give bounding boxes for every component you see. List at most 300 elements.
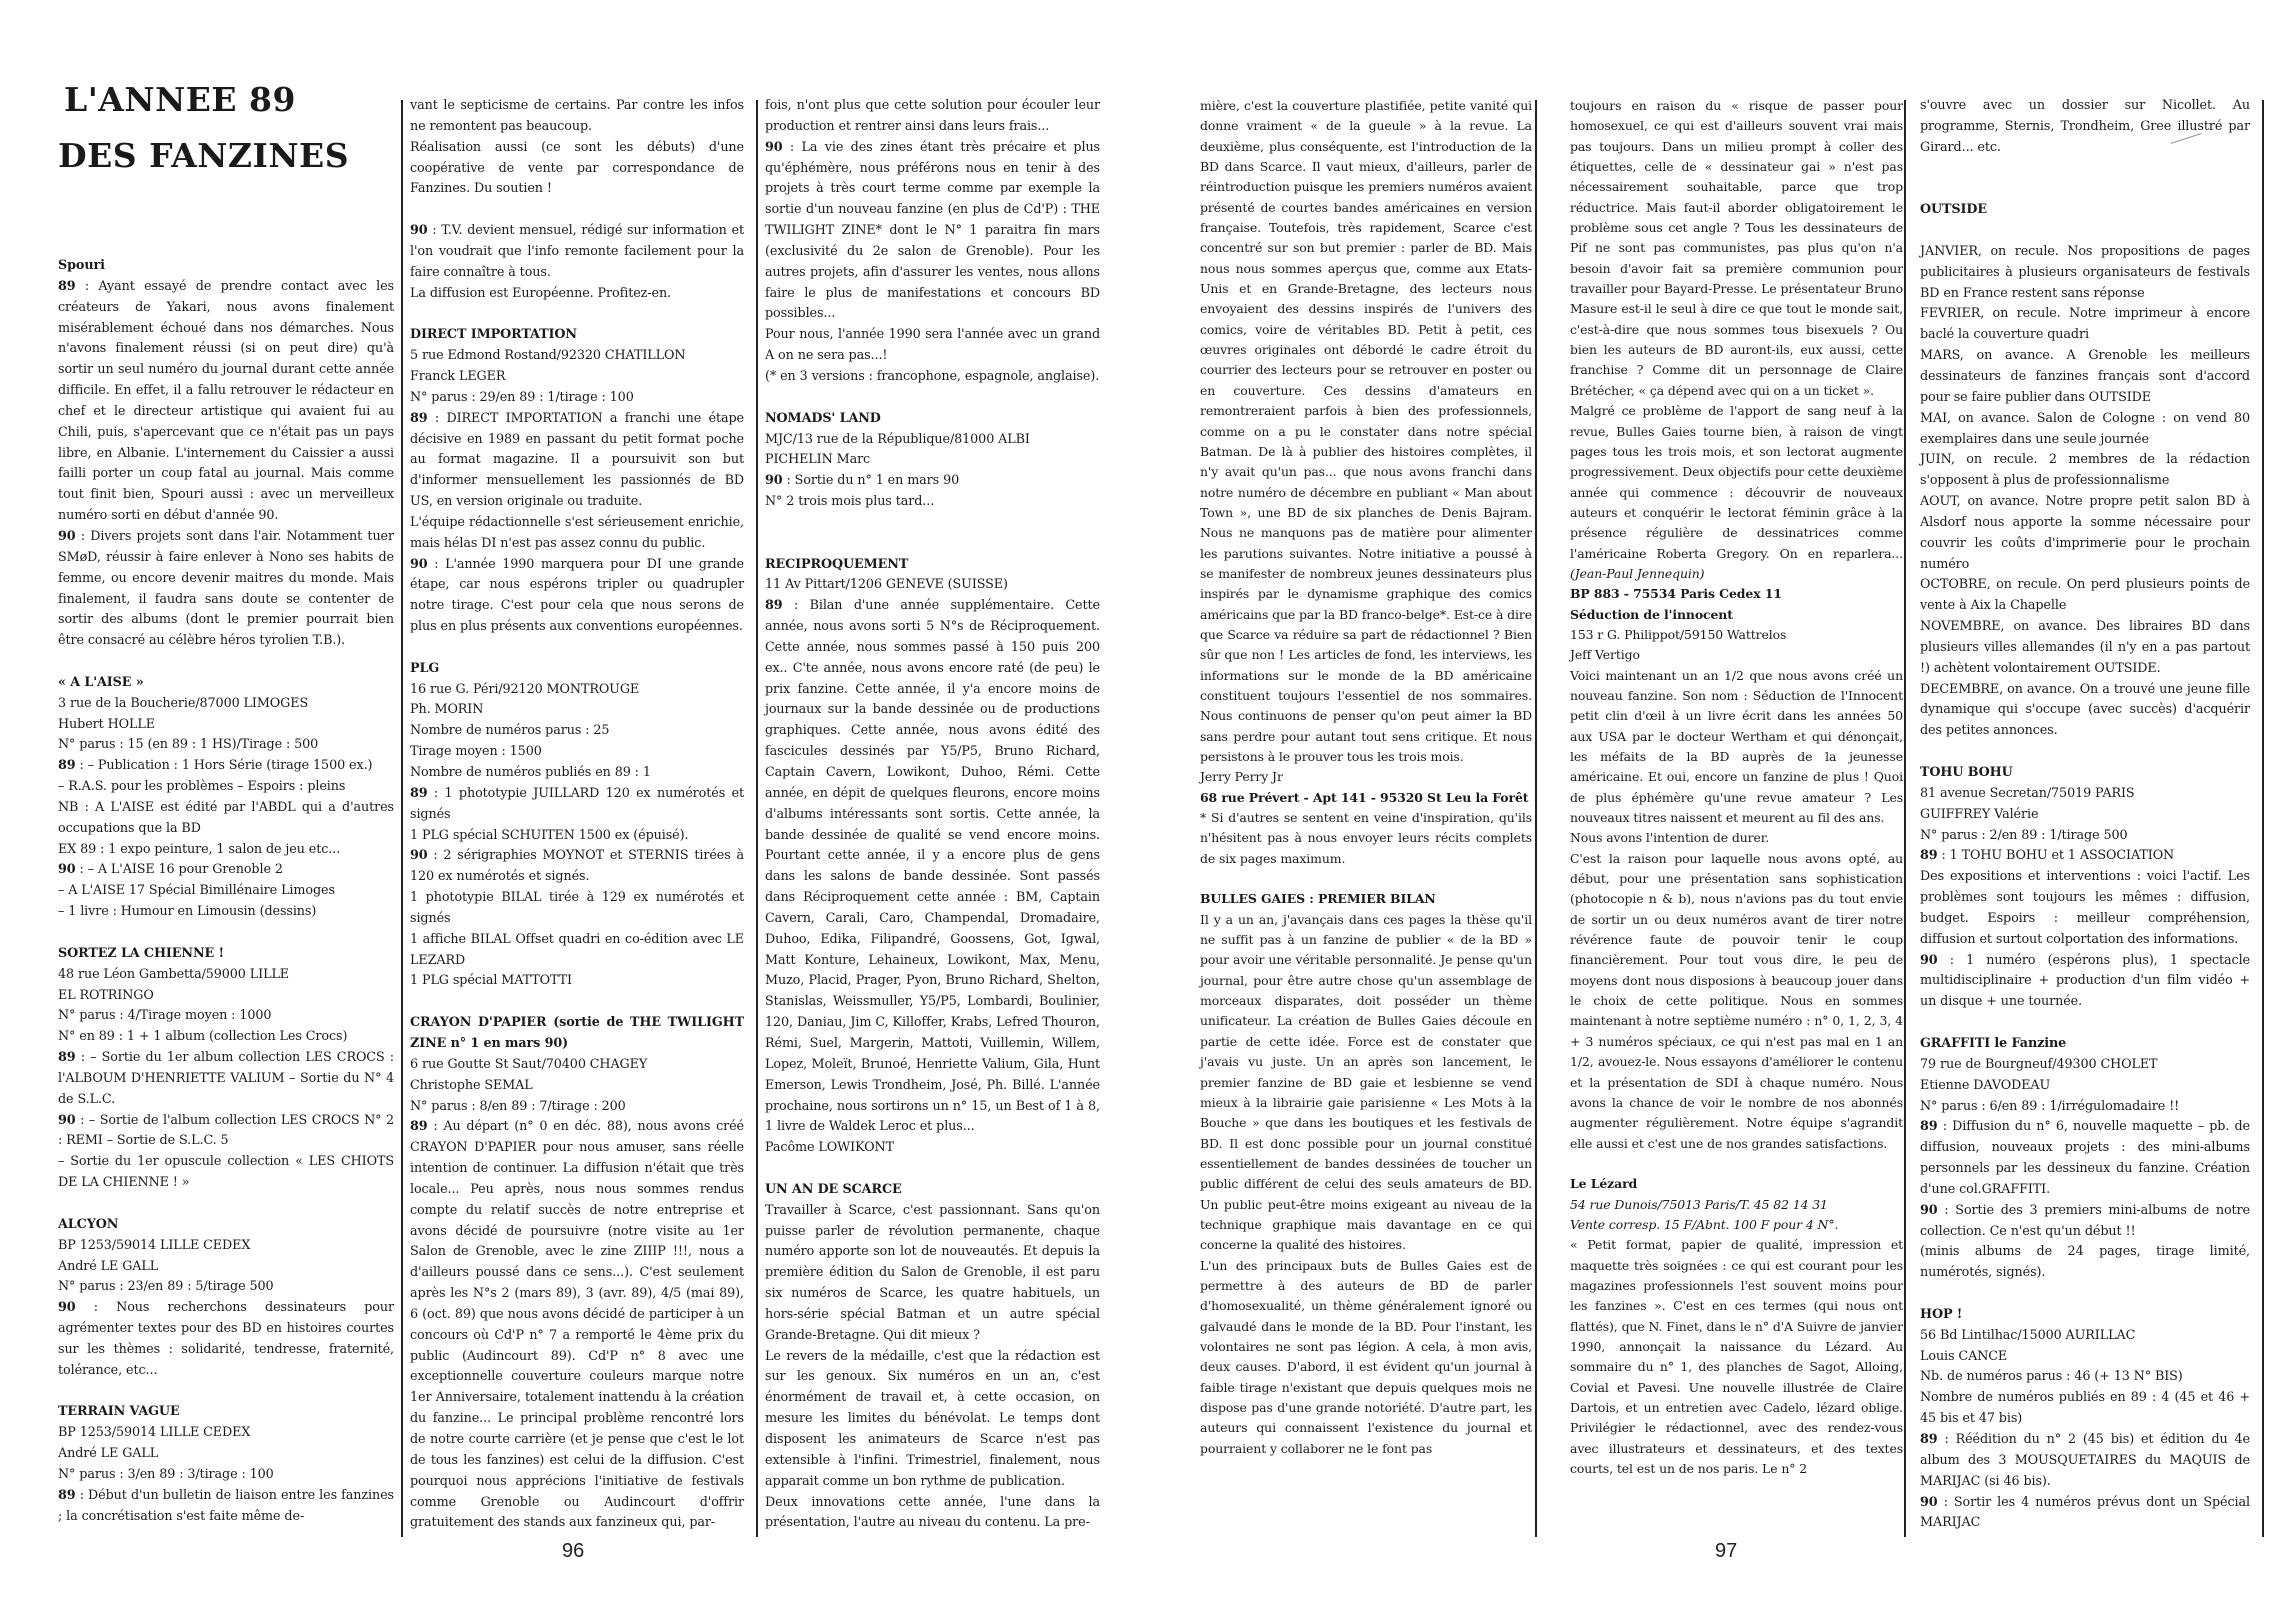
- year-label: 89: [1920, 848, 1938, 864]
- paragraph: [1920, 409, 2250, 451]
- fanzine-heading: SORTEZ LA CHIENNE !: [58, 945, 224, 961]
- paragraph: [1920, 1388, 2250, 1430]
- paragraph-text: NOVEMBRE, on avance. Des libraires BD dans plusieurs villes allemandes (il n'y en a pas partout !) achètent volontairement OUTSIDE.: [1920, 619, 2250, 676]
- fanzine-heading: CRAYON D'PAPIER (sortie de THE TWILIGHT ZINE n° 1 en mars 90): [410, 1015, 744, 1051]
- paragraph-spacer: [58, 923, 394, 944]
- paragraph: [1200, 96, 1532, 767]
- paragraph-text: « Petit format, papier de qualité, impression et maquette très soignées : ce qui est courant pour les magazines professionnels l'est souvent moins pour les fanzines ». C'est en ces termes (qui nous ont flattés), que N. Finet, dans le n° d'A Suivre de janvier 1990, annonçait la naissance du Lézard. Au sommaire du n° 1, des planches de Sagot, Alloing, Covial et Pavesi. Une nouvelle illustrée de Claire Dartois, et un entretien avec Cadelo, lézard oblige. Privilégier le rédactionnel, avec des rendez-vous avec illustrateurs et dessinateurs, et des textes courts, tel est un de nos paris. Le n° 2: [1570, 1237, 1903, 1477]
- paragraph-text: André LE GALL: [58, 1258, 159, 1274]
- paragraph-text: Ph. MORIN: [410, 702, 484, 718]
- paragraph-spacer: [58, 1382, 394, 1403]
- paragraph: [410, 96, 744, 138]
- paragraph-text: 79 rue de Bourgneuf/49300 CHOLET: [1920, 1056, 2158, 1072]
- paragraph-text: mière, c'est la couverture plastifiée, petite vanité qui donne vraiment « de la gueule » à la revue. La deuxième, plus conséquente, est l'introduction de la BD dans Scarce. Il vaut mieux, d'ailleurs, parler de réintroduction puisque les premiers numéros avaient présenté de courtes bandes américaines en version française. Toutefois, très rapidement, Scarce c'est concentré sur son but premier : parler de BD. Mais nous nous sommes aperçus que, comme aux Etats-Unis et en Grande-Bretagne, des lecteurs nous envoyaient des dessins inspirés de l'univers des comics, voire de véritables BD. Petit à petit, ces œuvres originales ont débordé le cadre étroit du courrier des lecteurs pour se retrouver en poster ou en couverture. Ces dessins d'amateurs en remontreraient parfois à bien des professionnels, comme on a pu le constater dans notre spécial Batman. De là à publier des histoires complètes, il n'y avait qu'un pas... que nous avons franchi dans notre numéro de décembre en publiant « Man about Town », une BD de six planches de Denis Bajram. Nous ne manquons pas de matière pour alimenter les parutions suivantes. Notre initiative a poussé à se manifester de nombreux jeunes dessinateurs plus inspirés par le dynamisme graphique des comics américains que par la BD franco-belge*. Est-ce à dire que Scarce va réduire sa part de rédactionnel ? Bien sûr que non ! Les articles de fond, les interviews, les informations sur le monde de la BD américaine constituent toujours l'essentiel de nos sommaires. Nous continuons de penser qu'on peut aimer la BD sans perdre pour autant tout sens critique. Et nous persistons à le prouver tous les trois mois.: [1200, 98, 1532, 764]
- paragraph-text: BP 1253/59014 LILLE CEDEX: [58, 1237, 251, 1253]
- year-label: 89: [410, 785, 428, 801]
- paragraph: [58, 965, 394, 986]
- paragraph: [765, 367, 1100, 388]
- paragraph: [58, 798, 394, 840]
- year-label: 90: [765, 473, 783, 489]
- paragraph-text: 16 rue G. Péri/92120 MONTROUGE: [410, 681, 640, 697]
- year-label: 90: [58, 862, 76, 878]
- paragraph-spacer: [58, 1194, 394, 1215]
- paragraph-text: 3 rue de la Boucherie/87000 LIMOGES: [58, 695, 309, 711]
- column-5: [1570, 96, 1903, 1479]
- paragraph-text: C'est la raison pour laquelle nous avons opté, au début, pour une présentation sans sophistication (photocopie n & b), nous n'avions pas du tout envie de sortir un ou deux numéros avant de tirer notre révérence faute de pouvoir tenir le coup financièrement. Pour tout vous dire, le peu de moyens dont nous disposions à beaucoup jouer dans le choix de cette politique. Nous en sommes maintenant à notre septième numéro : n° 0, 1, 2, 3, 4 + 3 numéros spéciaux, ce qui n'est pas mal en 1 an 1/2, avouez-le. Nous essayons d'améliorer le contenu et la présentation de SDI à chaque numéro. Nous avons la chance de voir le nombre de nos abonnés augmenter régulièrement. Notre équipe s'agrandit elle aussi et c'est une de nos grandes satisfactions.: [1570, 850, 1903, 1151]
- fanzine-heading: GRAFFITI le Fanzine: [1920, 1035, 2067, 1051]
- paragraph-spacer: [1920, 221, 2250, 242]
- paragraph: [1920, 575, 2250, 617]
- paragraph: [410, 221, 744, 284]
- paragraph: [58, 902, 394, 923]
- paragraph-text: 1 phototypie BILAL tirée à 129 ex numérotés et signés: [410, 890, 744, 926]
- paragraph: [1920, 492, 2250, 575]
- fanzine-heading: RECIPROQUEMENT: [765, 556, 909, 572]
- year-label: 90: [58, 528, 76, 544]
- paragraph: [410, 763, 744, 784]
- paragraph-text: Christophe SEMAL: [410, 1077, 533, 1093]
- paragraph-text: Franck LEGER: [410, 368, 506, 384]
- paragraph: [1200, 788, 1532, 808]
- paragraph-text: N° 2 trois mois plus tard...: [765, 494, 935, 510]
- paragraph-text: DECEMBRE, on avance. On a trouvé une jeune fille dynamique qui s'occupe (avec succès) d'acquérir des petites annonces.: [1920, 681, 2250, 739]
- paragraph: [765, 430, 1100, 451]
- paragraph: [765, 325, 1100, 367]
- page-97: [1130, 0, 2273, 1600]
- paragraph: [410, 784, 744, 826]
- paragraph-text: Nous avons l'intention de durer.: [1570, 830, 1770, 846]
- year-label: 89: [58, 758, 76, 774]
- paragraph-text: : Ayant essayé de prendre contact avec les créateurs de Yakari, nous avons finalement misérablement échoué dans nos démarches. Nous n'avons finalement réussi (si on peut dire) qu'à sortir un seul numéro du journal durant cette année difficile. En effet, il a fallu retrouver le rédacteur en chef et le directeur artistique qui avaient fui au Chili, puis, s'apercevant que ce n'était pas un pays libre, en Albanie. L'internement du Caissier a aussi failli porter un coup fatal au journal. Mais comme tout finit bien, Spouri aussi : avec un merveilleux numéro sorti en début d'année 90.: [58, 278, 394, 524]
- paragraph: [765, 1138, 1100, 1159]
- paragraph: [1570, 584, 1903, 604]
- paragraph: [765, 1347, 1100, 1493]
- column-rule: [2262, 100, 2264, 1537]
- paragraph-text: 48 rue Léon Gambetta/59000 LILLE: [58, 966, 290, 982]
- paragraph: [58, 1465, 394, 1486]
- fanzine-heading: PLG: [410, 660, 440, 676]
- paragraph-text: L'un des principaux buts de Bulles Gaies est de permettre à des auteurs de BD de parler d'homosexualité, un thème généralement ignoré ou galvaudé dans le monde de la BD. Pour l'instant, les volontaires ne sont pas légion. A cela, à mon avis, deux causes. D'abord, il est évident qu'un journal à faible tirage n'existant que depuis quelques mois ne dispose pas d'une grande notoriété. D'autre part, les auteurs qui connaissent l'existence du journal et pourraient y collaborer ne le font pas: [1200, 1257, 1532, 1456]
- paragraph-text: N° parus : 4/Tirage moyen : 1000: [58, 1008, 272, 1024]
- paragraph-text: André LE GALL: [58, 1446, 159, 1462]
- paragraph-text: Nombre de numéros publiés en 89 : 4 (45 et 46 + 45 bis et 47 bis): [1920, 1390, 2250, 1427]
- paragraph: [1200, 1256, 1532, 1459]
- paragraph: [410, 680, 744, 701]
- paragraph-text: Malgré ce problème de l'apport de sang neuf à la revue, Bulles Gaies tourne bien, à raison de vingt pages tous les trois mois, et son lectorat augmente progressivement. Deux objectifs pour cette deuxième année qui commence : découvrir de nouveaux auteurs et conquérir le lectorat féminin grâce à la présence régulière de dessinatrices comme l'américaine Roberta Gregory. On en reparlera...: [1570, 403, 1903, 561]
- paragraph: [1920, 1201, 2250, 1243]
- paragraph-text: : L'année 1990 marquera pour DI une grande étape, car nous espérons tripler ou quadrupler notre tirage. C'est pour cela que nous serons de plus en plus présents aux conventions européennes.: [410, 556, 744, 635]
- column-rule: [1904, 100, 1906, 1537]
- paragraph-text: Nombre de numéros publiés en 89 : 1: [410, 765, 651, 780]
- paragraph: [58, 527, 394, 652]
- paragraph: [410, 971, 744, 992]
- paragraph: [58, 986, 394, 1007]
- paragraph: [765, 471, 1100, 492]
- paragraph-text: Jeff Vertigo: [1570, 647, 1640, 663]
- fanzine-heading: DIRECT IMPORTATION: [410, 327, 577, 343]
- paragraph: [410, 1055, 744, 1076]
- fanzine-heading: ALCYON: [58, 1216, 119, 1232]
- paragraph-text: 68 rue Prévert - Apt 141 - 95320 St Leu la Forêt: [1200, 789, 1529, 805]
- paragraph-text: Etienne DAVODEAU: [1920, 1077, 2051, 1093]
- paragraph: [1920, 242, 2250, 305]
- paragraph: [1920, 1347, 2250, 1368]
- paragraph: [58, 777, 394, 798]
- paragraph: [1200, 808, 1532, 869]
- paragraph: [765, 1201, 1100, 1347]
- paragraph: [1920, 617, 2250, 680]
- paragraph: [1920, 1430, 2250, 1493]
- paragraph-text: N° parus : 29/en 89 : 1/tirage : 100: [410, 389, 634, 405]
- paragraph-text: Pacôme LOWIKONT: [765, 1140, 894, 1156]
- paragraph-text: : 1 numéro (espérons plus), 1 spectacle multidisciplinaire + production d'un film vidéo + un disque + une tournée.: [1920, 952, 2250, 1010]
- year-label: 90: [58, 1300, 76, 1316]
- paragraph-text: : Nous recherchons dessinateurs pour agrémenter textes pour des BD en histoires courtes sur les thèmes : solidarité, tendresse, fraternité, tolérance, etc...: [58, 1300, 394, 1378]
- paragraph: [765, 492, 1100, 513]
- paragraph: [410, 409, 744, 513]
- paragraph: [1920, 346, 2250, 409]
- paragraph: [410, 1117, 744, 1534]
- paragraph-text: 81 avenue Secretan/75019 PARIS: [1920, 785, 2135, 801]
- paragraph: [765, 1493, 1100, 1535]
- paragraph-text: : 2 sérigraphies MOYNOT et STERNIS tirées à 120 ex numérotés et signés.: [410, 848, 744, 885]
- paragraph: [58, 1277, 394, 1298]
- year-label: 89: [1920, 1119, 1938, 1135]
- paragraph-text: FEVRIER, on recule. Notre imprimeur à encore baclé la couverture quadri: [1920, 306, 2250, 343]
- paragraph: [1920, 846, 2250, 867]
- column-6: [1920, 96, 2250, 1534]
- paragraph-text: EL ROTRINGO: [58, 987, 154, 1003]
- paragraph: [58, 881, 394, 902]
- paragraph-text: : – Publication : 1 Hors Série (tirage 1500 ex.): [75, 758, 373, 774]
- paragraph-text: 153 r G. Philippot/59150 Wattrelos: [1570, 626, 1787, 642]
- paragraph-text: Il y a un an, j'avançais dans ces pages la thèse qu'il ne suffit pas à un fanzine de publier « de la BD » pour avoir une véritable personnalité. Je pense qu'un journal, pour être autre chose qu'un assemblage de morceaux disparates, doit posséder un thème unificateur. La création de Bulles Gaies découle en partie de cette idée. Force est de constater que j'avais vu juste. Un an après son lancement, le premier fanzine de BD gaie et lesbienne se vend mieux à la librairie gaie parisienne « Les Mots à la Bouche » que dans les boutiques et les festivals de BD. Il est donc possible pour un journal constitué essentiellement de bandes dessinées de toucher un public différent de celui des seuls amateurs de BD. Un public peut-être moins exigeant au niveau de la technique graphique mais davantage en ce qui concerne la qualité des histoires.: [1200, 911, 1532, 1253]
- paragraph-text: Jerry Perry Jr: [1200, 769, 1283, 785]
- paragraph-text: PICHELIN Marc: [765, 452, 871, 468]
- paragraph-text: – 1 livre : Humour en Limousin (dessins): [58, 904, 317, 920]
- paragraph-text: Tirage moyen : 1500: [410, 744, 542, 760]
- paragraph-text: Nb. de numéros parus : 46 (+ 13 N° BIS): [1920, 1369, 2183, 1385]
- paragraph: [1920, 1097, 2250, 1118]
- paragraph: [1920, 450, 2250, 492]
- fanzine-heading: Spouri: [58, 258, 105, 273]
- year-label: 90: [1920, 1494, 1938, 1510]
- fanzine-heading: TERRAIN VAGUE: [58, 1404, 180, 1420]
- paragraph: [1920, 826, 2250, 847]
- paragraph: [1570, 645, 1903, 665]
- paragraph-text: : Début d'un bulletin de liaison entre les fanzines ; la concrétisation s'est faite même de-: [58, 1487, 394, 1524]
- paragraph-text: N° en 89 : 1 + 1 album (collection Les Crocs): [58, 1029, 348, 1045]
- paragraph-text: 11 Av Pittart/1206 GENEVE (SUISSE): [765, 577, 1008, 593]
- column-rule: [756, 100, 758, 1537]
- paragraph-text: Louis CANCE: [1920, 1348, 2008, 1364]
- paragraph-spacer: [1920, 159, 2250, 201]
- paragraph-text: : 1 TOHU BOHU et 1 ASSOCIATION: [1937, 848, 2175, 864]
- paragraph: [765, 450, 1100, 471]
- paragraph: [410, 742, 744, 763]
- paragraph-text: fois, n'ont plus que cette solution pour écouler leur production et rentrer ainsi dans leurs frais...: [765, 98, 1100, 134]
- paragraph-text: La diffusion est Européenne. Profitez-en.: [410, 285, 672, 301]
- paragraph: [1920, 1076, 2250, 1097]
- paragraph: [58, 756, 394, 777]
- fanzine-heading: BULLES GAIES : PREMIER BILAN: [1200, 891, 1436, 907]
- fanzine-heading: OUTSIDE: [1920, 202, 1987, 218]
- paragraph: [765, 138, 1100, 326]
- paragraph: [1570, 1195, 1903, 1215]
- paragraph-text: GUIFFREY Valérie: [1920, 806, 2039, 822]
- paragraph: [1920, 1493, 2250, 1535]
- paragraph: [410, 513, 744, 555]
- paragraph-text: N° parus : 2/en 89 : 1/tirage 500: [1920, 827, 2128, 843]
- paragraph-text: * Si d'autres se sentent en veine d'inspiration, qu'ils n'hésitent pas à nous envoyer leurs récits complets de six pages maximum.: [1200, 810, 1532, 866]
- paragraph: [58, 1111, 394, 1153]
- paragraph-text: MARS, on avance. A Grenoble les meilleurs dessinateurs de fanzines français sont d'accord pour se faire publier dans OUTSIDE: [1920, 348, 2250, 405]
- paragraph-spacer: [1200, 869, 1532, 889]
- paragraph: [58, 1048, 394, 1111]
- paragraph-text: NB : A L'AISE est édité par l'ABDL qui a d'autres occupations que la BD: [58, 799, 394, 836]
- paragraph-text: – A L'AISE 17 Spécial Bimillénaire Limoges: [58, 883, 335, 899]
- paragraph: [410, 888, 744, 930]
- fanzine-heading: TOHU BOHU: [1920, 765, 2013, 780]
- fanzine-heading: UN AN DE SCARCE: [765, 1181, 902, 1197]
- paragraph: [1920, 304, 2250, 346]
- paragraph-spacer: [410, 304, 744, 325]
- paragraph-spacer: [410, 992, 744, 1013]
- paragraph-text: 1 affiche BILAL Offset quadri en co-édition avec LE LEZARD: [410, 931, 744, 968]
- paragraph-spacer: [765, 388, 1100, 409]
- title-line-1: L'ANNEE 89: [64, 80, 296, 119]
- paragraph-text: toujours en raison du « risque de passer pour homosexuel, ce qui est d'ailleurs souvent vrai mais pas toujours. Dans un milieu prompt à coller des étiquettes, celle de « dessinateur gai » n'est pas nécessairement souhaitable, parce que trop réductrice. Mais faut-il aborder obligatoirement le problème sous cet angle ? Tous les dessinateurs de Pif ne sont pas communistes, pas plus qu'on n'a besoin d'avoir fait sa première communion pour travailler pour Bayard-Presse. Le présentateur Bruno Masure est-il le seul à dire ce que tout le monde sait, c'est-à-dire que nous sommes tous bisexuels ? Ou bien les auteurs de BD auront-ils, eux aussi, cette franchise ? Comme dit un personnage de Claire Brétécher, « ça dépend avec qui on a un ticket ».: [1570, 98, 1903, 398]
- paragraph-text: s'ouvre avec un dossier sur Nicollet. Au programme, Sternis, Trondheim, Gree illustré par Girard... etc.: [1920, 98, 2250, 155]
- paragraph: [58, 1152, 394, 1194]
- paragraph-text: : Réédition du n° 2 (45 bis) et édition du 4e album des 3 MOUSQUETAIRES du MAQUIS de MARIJAC (si 46 bis).: [1920, 1432, 2250, 1489]
- paragraph-text: Nombre de numéros parus : 25: [410, 723, 610, 739]
- paragraph: [1920, 680, 2250, 743]
- page-number-left: 96: [562, 1540, 585, 1562]
- year-label: 90: [410, 223, 428, 239]
- paragraph-text: Vente corresp. 15 F/Abnt. 100 F pour 4 N°.: [1570, 1216, 1839, 1232]
- year-label: 90: [58, 1112, 76, 1128]
- paragraph: [410, 346, 744, 367]
- fanzine-heading: NOMADS' LAND: [765, 410, 881, 426]
- fanzine-heading: Séduction de l'innocent: [1570, 606, 1733, 622]
- paragraph: [410, 700, 744, 721]
- paragraph: [410, 555, 744, 638]
- paragraph-text: vant le septicisme de certains. Par contre les infos ne remontent pas beaucoup.: [410, 98, 744, 134]
- paragraph: [58, 1423, 394, 1444]
- paragraph-text: : Divers projets sont dans l'air. Notamment tuer SMøD, réussir à faire enlever à Nono ses habits de femme, ou encore devenir maitres du monde. Mais finalement, il faudra sans doute se contenter de sortir des albums (dont le premier pourrait bien être consacré au célèbre héros tyrolien T.B.).: [58, 528, 394, 649]
- column-3: [765, 96, 1100, 1534]
- article-title: [58, 72, 394, 184]
- paragraph-text: : – Sortie du 1er album collection LES CROCS : l'ALBOUM D'HENRIETTE VALIUM – Sortie du N° 4 de S.L.C.: [58, 1050, 394, 1107]
- paragraph-spacer: [1570, 1154, 1903, 1174]
- paragraph-text: Voici maintenant un an 1/2 que nous avons créé un nouveau fanzine. Son nom : Séduction de l'Innocent petit clin d'œil à un livre écrit dans les années 50 aux USA par le docteur Wertham et qui dénonçait, les méfaits de la BD auprès de la jeunesse américaine. Et oui, encore un fanzine de plus ! Quoi de plus éphémère qu'une revue amateur ? Les nouveaux titres naissent et meurent au fil des ans.: [1570, 667, 1903, 826]
- paragraph-text: 6 rue Goutte St Saut/70400 CHAGEY: [410, 1056, 648, 1072]
- paragraph: [58, 840, 394, 861]
- paragraph: [58, 860, 394, 881]
- paragraph-text: – R.A.S. pour les problèmes – Espoirs : pleins: [58, 779, 346, 795]
- paragraph: [1570, 625, 1903, 645]
- paragraph-text: BP 883 - 75534 Paris Cedex 11: [1570, 586, 1782, 602]
- paragraph-text: N° parus : 23/en 89 : 5/tirage 500: [58, 1279, 274, 1295]
- paragraph-text: OCTOBRE, on recule. On perd plusieurs points de vente à Aix la Chapelle: [1920, 577, 2250, 614]
- paragraph: [410, 388, 744, 409]
- year-label: 90: [1920, 952, 1938, 968]
- paragraph-text: : Sortie des 3 premiers mini-albums de notre collection. Ce n'est qu'un début !!: [1920, 1202, 2250, 1239]
- paragraph-spacer: [410, 200, 744, 221]
- paragraph-spacer: [58, 652, 394, 673]
- year-label: 89: [58, 278, 76, 294]
- paragraph: [1570, 828, 1903, 848]
- paragraph: [1570, 1235, 1903, 1479]
- paragraph: [1570, 666, 1903, 829]
- paragraph: [58, 277, 394, 527]
- paragraph-text: N° parus : 3/en 89 : 3/tirage : 100: [58, 1466, 274, 1482]
- paragraph-text: : T.V. devient mensuel, rédigé sur information et l'on voudrait que l'info remonte facilement pour la faire connaître à tous.: [410, 223, 744, 280]
- paragraph: [1920, 96, 2250, 159]
- paragraph: [58, 1006, 394, 1027]
- paragraph: [410, 284, 744, 305]
- year-label: 90: [410, 556, 428, 572]
- paragraph-text: Travailler à Scarce, c'est passionnant. Sans qu'on puisse parler de révolution permanente, chaque numéro apporte son lot de nouveautés. Et depuis la première édition du Salon de Grenoble, il est paru six numéros de Scarce, les quatre habituels, un hors-série spécial Batman et un autre spécial Grande-Bretagne. Qui dit mieux ?: [765, 1202, 1100, 1343]
- paragraph-text: (minis albums de 24 pages, tirage limité, numérotés, signés).: [1920, 1244, 2250, 1281]
- column-rule: [401, 100, 403, 1537]
- paragraph-spacer: [410, 638, 744, 659]
- paragraph-text: N° parus : 15 (en 89 : 1 HS)/Tirage : 500: [58, 737, 319, 753]
- fanzine-heading: HOP !: [1920, 1306, 1963, 1322]
- paragraph-text: : 1 phototypie JUILLARD 120 ex numérotés et signés: [410, 785, 744, 822]
- paragraph-text: Réalisation aussi (ce sont les débuts) d'une coopérative de vente par correspondance de Fanzines. Du soutien !: [410, 139, 744, 197]
- paragraph-text: N° parus : 6/en 89 : 1/irrégulomadaire !!: [1920, 1098, 2180, 1114]
- paragraph: [1920, 867, 2250, 950]
- paragraph: [58, 715, 394, 736]
- paragraph-text: : Sortir les 4 numéros prévus dont un Spécial MARIJAC: [1920, 1494, 2250, 1531]
- paragraph: [410, 846, 744, 888]
- paragraph-text: : Au départ (n° 0 en déc. 88), nous avons créé CRAYON D'PAPIER pour nous amuser, sans réelle intention de continuer. La diffusion n'était que très locale... Peu après, nous nous sommes rendus compte du relatif succès de notre entreprise et avons décidé de poursuivre (notre visite au 1er Salon de Grenoble, avec le zine ZIIIP !!!, nous a d'ailleurs poussé dans ce sens...). C'est seulement après les N°s 2 (mars 89), 3 (avr. 89), 4/5 (mai 89), 6 (oct. 89) que nous avons décidé de participer à un concours où Cd'P n° 7 a remporté le 4ème prix du public (Audincourt 89). Cd'P n° 8 avec une exceptionnelle couverture couleurs marque notre 1er Anniversaire, totalement inattendu à la création du fanzine... Le principal problème rencontré lors de notre courte carrière (et je pense que c'est le lot de tous les fanzines) est celui de la diffusion. C'est pourquoi nous apprécions l'initiative de festivals comme Grenoble ou Audincourt d'offrir gratuitement des stands aux fanzineux qui, par-: [410, 1119, 744, 1531]
- paragraph-text: JUIN, on recule. 2 membres de la rédaction s'opposent à plus de professionnalisme: [1920, 452, 2250, 489]
- paragraph: [1920, 951, 2250, 1014]
- year-label: 89: [410, 410, 428, 426]
- paragraph-text: AOUT, on avance. Notre propre petit salon BD à Alsdorf nous apporte la somme nécessaire pour couvrir les coûts d'imprimerie pour le prochain numéro: [1920, 494, 2250, 572]
- paragraph: [1200, 910, 1532, 1256]
- paragraph: [410, 721, 744, 742]
- paragraph-text: MAI, on avance. Salon de Cologne : on vend 80 exemplaires dans une seule journée: [1920, 410, 2250, 447]
- paragraph-text: JANVIER, on recule. Nos propositions de pages publicitaires à plusieurs organisateurs de festivals BD en France restent sans réponse: [1920, 243, 2250, 301]
- column-2: [410, 96, 744, 1534]
- paragraph-text: 1 PLG spécial MATTOTTI: [410, 973, 572, 989]
- paragraph-spacer: [765, 1159, 1100, 1180]
- paragraph-spacer: [1920, 1284, 2250, 1305]
- paragraph-text: N° parus : 8/en 89 : 7/tirage : 200: [410, 1098, 626, 1114]
- paragraph-text: : – Sortie de l'album collection LES CROCS N° 2 : REMI – Sortie de S.L.C. 5: [58, 1112, 394, 1149]
- paragraph: [58, 1236, 394, 1257]
- paragraph-text: MJC/13 rue de la République/81000 ALBI: [765, 431, 1030, 447]
- paragraph-text: – Sortie du 1er opuscule collection « LES CHIOTS DE LA CHIENNE ! »: [58, 1154, 394, 1191]
- paragraph-text: : Sortie du n° 1 en mars 90: [782, 473, 960, 489]
- paragraph-text: 56 Bd Lintilhac/15000 AURILLAC: [1920, 1327, 2136, 1343]
- paragraph-text: Des expositions et interventions : voici l'actif. Les problèmes sont toujours les mêmes : diffusion, budget. Espoirs : meilleur compréhension, diffusion et surtout colportation des informations.: [1920, 869, 2250, 947]
- paragraph: [410, 826, 744, 847]
- year-label: 90: [410, 848, 428, 864]
- year-label: 89: [58, 1050, 76, 1066]
- paragraph: [765, 96, 1100, 138]
- title-line-2: DES FANZINES: [58, 136, 350, 175]
- paragraph-text: : Diffusion du n° 6, nouvelle maquette – pb. de diffusion, nouveaux projets : des mini-albums personnels par les dessineux du fanzine. Création d'une col.GRAFFITI.: [1920, 1119, 2250, 1197]
- year-label: 90: [1920, 1202, 1938, 1218]
- paragraph: [1570, 849, 1903, 1154]
- paragraph-text: : La vie des zines étant très précaire et plus qu'éphémère, nous préférons nous en tenir à des projets à très court terme comme par exemple la sortie d'un nouveau fanzine (en plus de Cd'P) : THE TWILIGHT ZINE* dont le N° 1 paraitra fin mars (exclusivité du 2e salon de Grenoble). Pour les autres projets, afin d'assurer les ventes, nous allons faire le plus de manifestations et concours BD possibles...: [765, 139, 1100, 322]
- paragraph: [410, 138, 744, 201]
- paragraph-text: BP 1253/59014 LILLE CEDEX: [58, 1425, 251, 1441]
- paragraph-spacer: [1920, 742, 2250, 763]
- paragraph: [1200, 767, 1532, 787]
- paragraph: [410, 930, 744, 972]
- paragraph: [58, 694, 394, 715]
- paragraph-text: Hubert HOLLE: [58, 716, 155, 732]
- paragraph: [1570, 401, 1903, 584]
- paragraph: [1920, 1117, 2250, 1200]
- paragraph: [1920, 784, 2250, 805]
- year-label: 89: [1920, 1432, 1938, 1447]
- page-96: [0, 0, 1130, 1600]
- paragraph-text: EX 89 : 1 expo peinture, 1 salon de jeu etc...: [58, 841, 341, 857]
- paragraph: [1920, 1242, 2250, 1284]
- paragraph: [1920, 805, 2250, 826]
- paragraph: [1570, 1215, 1903, 1235]
- paragraph-text: : DIRECT IMPORTATION a franchi une étape décisive en 1989 en passant du petit format poche au format magazine. Il a poursuivit son but d'informer mensuellement les passionnés de BD US, en version originale ou traduite.: [410, 410, 744, 510]
- paragraph: [765, 596, 1100, 1138]
- paragraph: [1920, 1367, 2250, 1388]
- paragraph-text: Pour nous, l'année 1990 sera l'année avec un grand A on ne sera pas...!: [765, 327, 1100, 364]
- year-label: 89: [410, 1119, 428, 1135]
- paragraph-text: Le revers de la médaille, c'est que la rédaction est sur les genoux. Six numéros en un an, c'est énormément de travail et, à cette occasion, on mesure les limites du bénévolat. Le temps dont disposent les animateurs de Scarce n'est pas extensible à l'infini. Trimestriel, finalement, nous apparait comme un bon rythme de publication.: [765, 1348, 1100, 1489]
- paragraph: [1920, 1326, 2250, 1347]
- paragraph: [410, 367, 744, 388]
- paragraph-spacer: [765, 513, 1100, 555]
- fanzine-heading: « A L'AISE »: [58, 674, 144, 690]
- paragraph: [765, 575, 1100, 596]
- year-label: 90: [765, 139, 783, 155]
- paragraph-text: 1 PLG spécial SCHUITEN 1500 ex (épuisé).: [410, 827, 689, 843]
- paragraph: [58, 1486, 394, 1528]
- fanzine-heading: Le Lézard: [1570, 1176, 1638, 1192]
- paragraph: [58, 1027, 394, 1048]
- year-label: 89: [765, 598, 783, 614]
- column-rule: [1535, 100, 1537, 1537]
- paragraph: [1570, 96, 1903, 401]
- paragraph: [410, 1076, 744, 1097]
- year-label: 89: [58, 1487, 76, 1503]
- column-1: [58, 72, 394, 1527]
- paragraph: [410, 1097, 744, 1118]
- paragraph: [1920, 1055, 2250, 1076]
- paragraph-text: 5 rue Edmond Rostand/92320 CHATILLON: [410, 348, 686, 364]
- paragraph-text: L'équipe rédactionnelle s'est sérieusement enrichie, mais hélas DI n'est pas assez connu du public.: [410, 514, 744, 551]
- paragraph-text: 54 rue Dunois/75013 Paris/T. 45 82 14 31: [1570, 1196, 1828, 1212]
- paragraph-text: : – A L'AISE 16 pour Grenoble 2: [75, 862, 283, 878]
- paragraph-text: Deux innovations cette année, l'une dans la présentation, l'autre au niveau du contenu. La pre-: [765, 1494, 1100, 1531]
- paragraph-text: : Bilan d'une année supplémentaire. Cette année, nous avons sorti 5 N°s de Réciproquement. Cette année, nous sommes passé à 150 puis 200 ex.. C'te année, nous avons encore raté (de peu) le prix fanzine. Cette année, il y'a encore moins de journaux sur la bande dessinée ou de productions graphiques. Cette année, nous avons édité des fascicules dessinés par Y5/P5, Bruno Richard, Captain Cavern, Lowikont, Duhoo, Rémi. Cette année, en dépit de quelques fleurons, encore moins d'albums intéressants sont sortis. Cette année, la bande dessinée de qualité se vend encore moins. Pourtant cette année, il y a encore plus de gens dans les salons de bande dessinée. Sont passés dans Réciproquement cette année : BM, Captain Cavern, Carali, Caro, Champendal, Dromadaire, Duhoo, Edika, Filipandré, Goossens, Got, Igwal, Matt Konture, Lehaineux, Lowikont, Max, Menu, Muzo, Placid, Prager, Pyon, Bruno Richard, Shelton, Stanislas, Weissmuller, Y5/P5, Lombardi, Boulinier, 120, Daniau, Jim C, Killoffer, Krabs, Lefred Thouron, Rémi, Suel, Margerin, Mattoti, Vuillemin, Willem, Lopez, Moleït, Brunoé, Henriette Valium, Gila, Hunt Emerson, Lewis Trondheim, José, Ph. Billé. L'année prochaine, nous sortirons un n° 15, un Best of 1 à 8, 1 livre de Waldek Leroc et plus...: [765, 598, 1100, 1135]
- author-signature: (Jean-Paul Jennequin): [1570, 565, 1705, 581]
- paragraph: [58, 1298, 394, 1381]
- paragraph: [58, 1444, 394, 1465]
- paragraph-spacer: [1920, 1013, 2250, 1034]
- column-4: [1200, 96, 1532, 1459]
- paragraph-text: (* en 3 versions : francophone, espagnole, anglaise).: [765, 368, 1100, 384]
- page-number-right: 97: [1715, 1540, 1738, 1562]
- paragraph: [58, 1257, 394, 1278]
- paragraph: [58, 735, 394, 756]
